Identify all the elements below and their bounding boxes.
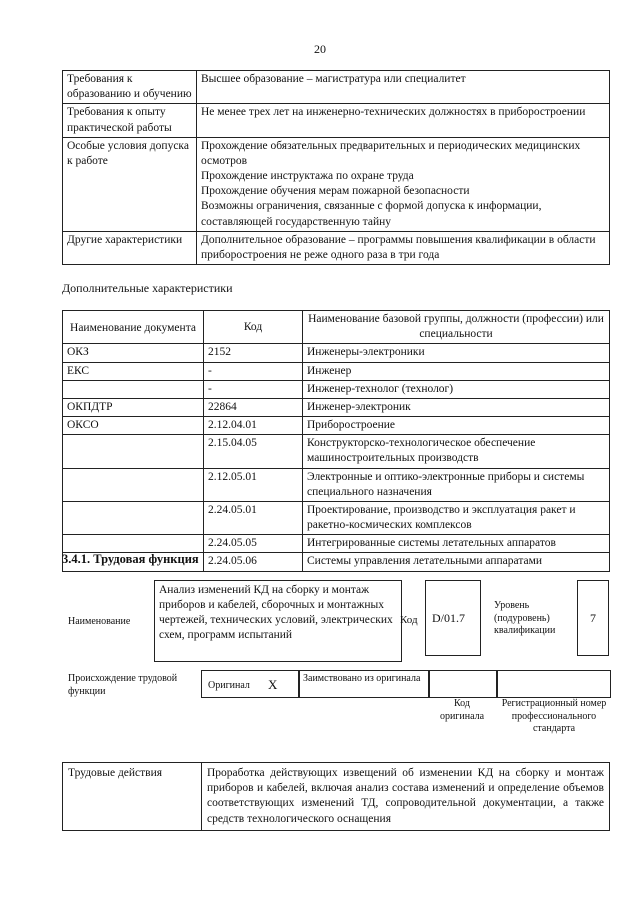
requirement-label: Требования к опыту практической работы (63, 104, 197, 137)
header-code: Код (204, 311, 303, 344)
code-original-cell (428, 670, 498, 698)
name-cell: Приборостроение (303, 417, 610, 435)
name-cell: Инженер-технолог (технолог) (303, 380, 610, 398)
requirement-value (197, 231, 610, 264)
origin-borrowed-cell (298, 670, 430, 698)
reg-number-cell (496, 670, 611, 698)
document-cell: ОКПДТР (63, 398, 204, 416)
origin-original-cell (201, 670, 300, 698)
code-cell: - (204, 362, 303, 380)
code-original-label: Код оригинала (439, 698, 485, 722)
name-cell: Инженеры-электроники (303, 344, 610, 362)
additional-characteristics-table (62, 310, 610, 572)
labor-function-heading: 3.4.1. Трудовая функция (62, 552, 199, 566)
table-row (63, 501, 610, 534)
requirement-line: Высшее образование – магистратура или специалитет (201, 73, 466, 85)
name-cell: Инженер-электроник (303, 398, 610, 416)
requirement-line: Дополнительное образование – программы повышения квалификации в области приборостроения не реже одного раза в три года (201, 233, 596, 261)
labor-actions-table (62, 762, 610, 831)
requirement-line: Прохождение обучения мерам пожарной безопасности (201, 185, 470, 198)
table-header-row (63, 311, 610, 344)
table-row (63, 137, 610, 231)
reg-number-label: Регистрационный номер профессионального стандарта (501, 698, 607, 734)
document-cell: ОКСО (63, 417, 204, 435)
table-row (63, 435, 610, 468)
requirement-line: Не менее трех лет на инженерно-технических должностях в приборостроении (201, 106, 586, 119)
requirement-label: Другие характеристики (63, 231, 197, 264)
labor-function-name: Анализ изменений КД на сборку и монтаж приборов и кабелей, сборочных и монтажных чертежей, технических условий, электрических схем, программ испытаний (154, 580, 402, 662)
requirement-value (197, 71, 610, 104)
qualification-level-label: Уровень (подуровень) квалификации (494, 600, 556, 636)
page-number: 20 (314, 42, 326, 56)
code-cell: 2.12.04.01 (204, 417, 303, 435)
table-row (63, 71, 610, 104)
name-label: Наименование (68, 616, 131, 627)
original-label: Оригинал (208, 680, 250, 691)
requirement-line: Прохождение инструктажа по охране труда (201, 170, 414, 183)
code-cell: - (204, 380, 303, 398)
table-row (63, 344, 610, 362)
header-name: Наименование базовой группы, должности (профессии) или специальности (303, 311, 610, 344)
table-row (63, 417, 610, 435)
name-cell: Конструкторско-технологическое обеспечение машиностроительных производств (303, 435, 610, 468)
name-cell: Электронные и оптико-электронные приборы и системы специального назначения (303, 468, 610, 501)
name-cell: Интегрированные системы летательных аппаратов (303, 535, 610, 553)
labor-actions-text: Проработка действующих извещений об изменении КД на сборку и монтаж приборов и кабелей, включая анализ состава изменений и определение объемов соответствующих изменений ТД, сопроводительной документации, а также средств технологического оснащения (202, 763, 610, 831)
requirement-label: Особые условия допуска к работе (63, 137, 197, 231)
labor-function-code: D/01.7 (425, 580, 481, 656)
original-mark: X (268, 677, 278, 692)
code-cell: 22864 (204, 398, 303, 416)
code-cell: 2.24.05.06 (204, 553, 303, 571)
table-row (63, 468, 610, 501)
requirement-line: Прохождение обязательных предварительных и периодических медицинских осмотров (201, 139, 581, 167)
code-label: Код (400, 614, 418, 626)
borrowed-label: Заимствовано из оригинала (303, 673, 421, 684)
name-cell: Проектирование, производство и эксплуатация ракет и ракетно-космических комплексов (303, 501, 610, 534)
table-row (63, 380, 610, 398)
code-cell: 2.24.05.05 (204, 535, 303, 553)
table-row (63, 104, 610, 137)
table-row (63, 763, 610, 831)
requirement-value (197, 104, 610, 137)
header-document: Наименование документа (63, 311, 204, 344)
table-row (63, 398, 610, 416)
table-row (63, 362, 610, 380)
requirement-value (197, 137, 610, 231)
table-row (63, 231, 610, 264)
labor-actions-label: Трудовые действия (63, 763, 202, 831)
qualification-level-value: 7 (577, 580, 609, 656)
name-cell: Инженер (303, 362, 610, 380)
code-cell: 2.24.05.01 (204, 501, 303, 534)
additional-characteristics-caption: Дополнительные характеристики (62, 281, 233, 295)
code-cell: 2.12.05.01 (204, 468, 303, 501)
document-cell (63, 380, 204, 398)
document-cell: ЕКС (63, 362, 204, 380)
document-cell (63, 435, 204, 468)
document-cell: ОКЗ (63, 344, 204, 362)
document-cell (63, 501, 204, 534)
origin-label: Происхождение трудовой функции (68, 673, 178, 697)
code-cell: 2152 (204, 344, 303, 362)
requirement-label: Требования к образованию и обучению (63, 71, 197, 104)
code-cell: 2.15.04.05 (204, 435, 303, 468)
requirements-table (62, 70, 610, 265)
name-cell: Системы управления летательными аппаратами (303, 553, 610, 571)
requirement-line: Возможны ограничения, связанные с формой допуска к информации, составляющей государственную тайну (201, 200, 542, 228)
document-cell (63, 468, 204, 501)
